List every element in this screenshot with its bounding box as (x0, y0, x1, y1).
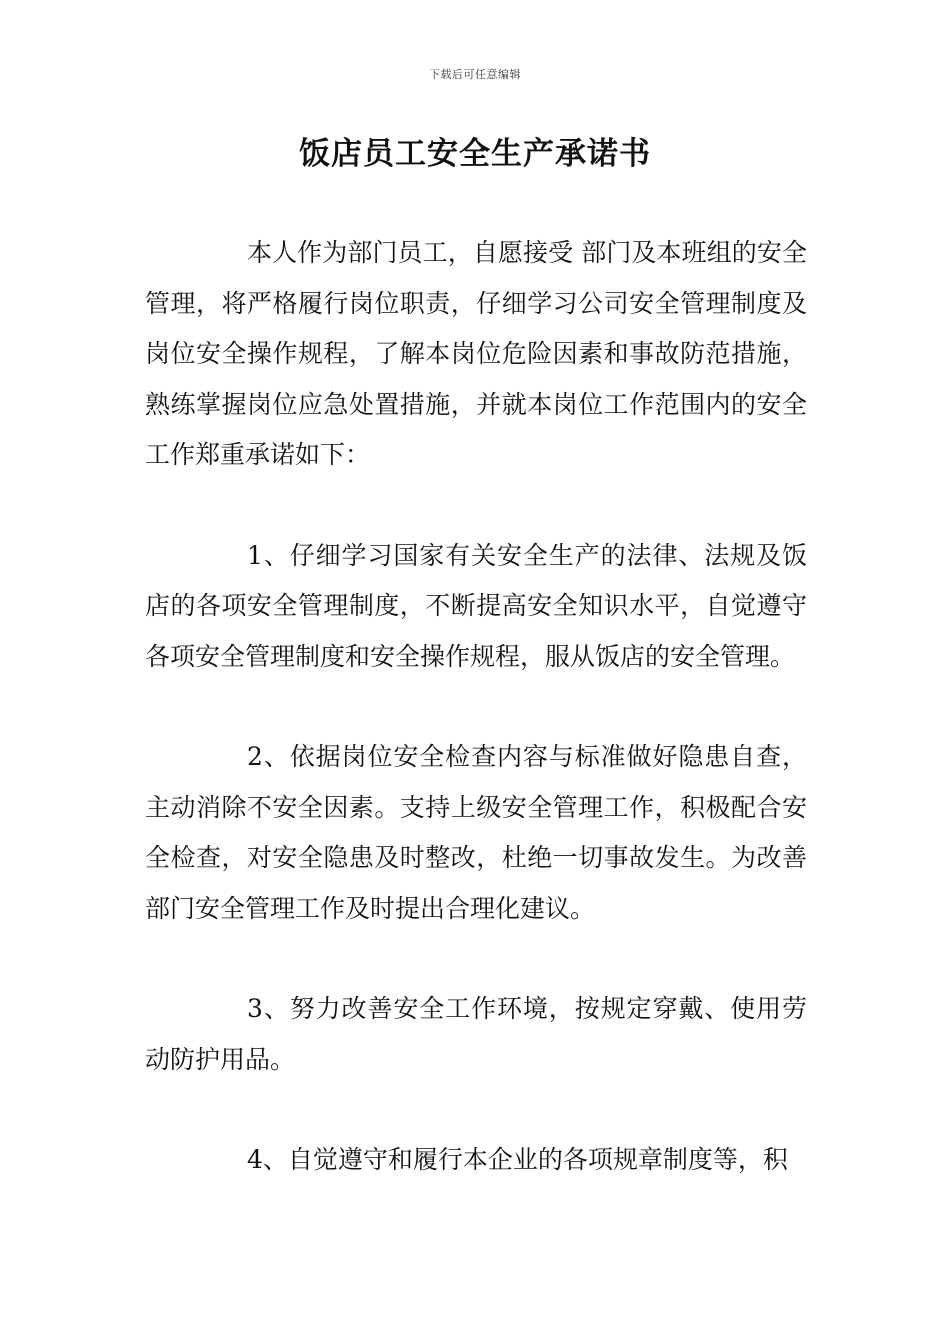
header-note: 下载后可任意编辑 (429, 68, 521, 81)
paragraph-intro: 本人作为部门员工，自愿接受 部门及本班组的安全管理，将严格履行岗位职责，仔细学习公司安全管理制度及岗位安全操作规程，了解本岗位危险因素和事故防范措施，熟练掌握岗位应急处置措施，并就本岗位工作范围内的安全工作郑重承诺如下： (145, 238, 807, 469)
paragraph-item-1: 1、仔细学习国家有关安全生产的法律、法规及饭店的各项安全管理制度，不断提高安全知识水平，自觉遵守各项安全管理制度和安全操作规程，服从饭店的安全管理。 (145, 540, 807, 671)
paragraph-item-4: 4、自觉遵守和履行本企业的各项规章制度等，积 (247, 1145, 788, 1174)
paragraph-item-2: 2、依据岗位安全检查内容与标准做好隐患自查，主动消除不安全因素。支持上级安全管理工作，积极配合安全检查，对安全隐患及时整改，杜绝一切事故发生。为改善部门安全管理工作及时提出合理化建议。 (145, 742, 807, 923)
document-title: 饭店员工安全生产承诺书 (299, 136, 651, 172)
paragraph-item-3: 3、努力改善安全工作环境，按规定穿戴、使用劳动防护用品。 (145, 994, 807, 1074)
document-body (145, 228, 807, 1236)
